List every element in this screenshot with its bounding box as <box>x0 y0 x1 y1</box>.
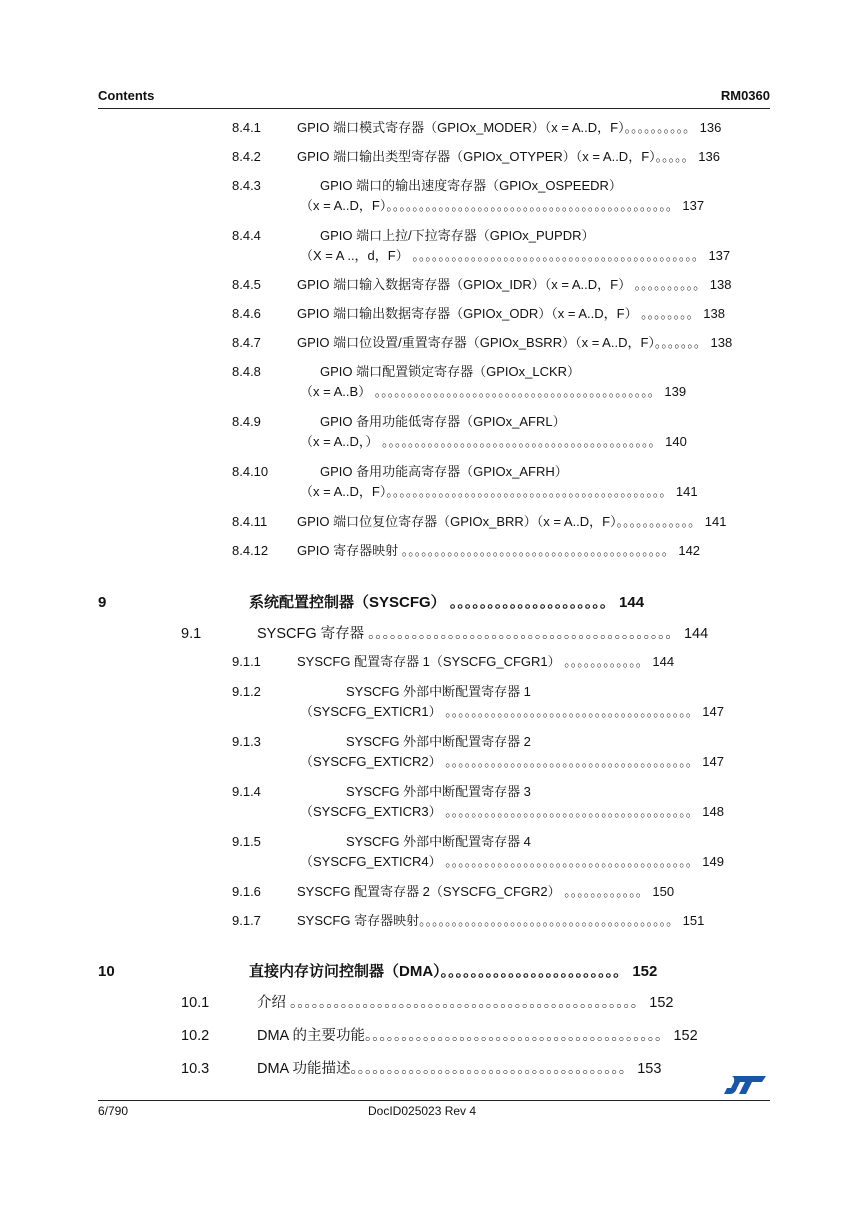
toc-entry-title: （x = A..D，） 。。。。。。。。。。。。。。。。。。。。。。。。。。。。。。。。。。。。。。。。。。 140 <box>300 434 687 449</box>
toc-entry-title: （X = A ..，d，F） 。。。。。。。。。。。。。。。。。。。。。。。。。。。。。。。。。。。。。。。。。。。。 137 <box>300 248 731 263</box>
toc-entry-title: 直接内存访问控制器（DMA）。。。。。。。。。。。。。。。。。。。。。。。。 152 <box>249 963 658 980</box>
doc-id: DocID025023 Rev 4 <box>368 1104 477 1118</box>
toc-entry-title: SYSCFG 外部中断配置寄存器 4 <box>346 834 531 849</box>
toc-entry-number: 8.4.8 <box>232 364 261 379</box>
toc-entry-number: 10.2 <box>181 1028 210 1044</box>
toc-entry-title: SYSCFG 外部中断配置寄存器 2 <box>346 734 531 749</box>
toc-entry-title: SYSCFG 寄存器 。。。。。。。。。。。。。。。。。。。。。。。。。。。。。。。。。。。。。。。。。。 144 <box>257 626 709 642</box>
toc-entry-title: GPIO 端口位复位寄存器（GPIOx_BRR）（x = A..D，F）。。。。。。。。。。。。 141 <box>297 514 727 529</box>
toc-entry-number: 8.4.2 <box>232 149 261 164</box>
toc-entry-title: DMA 功能描述。。。。。。。。。。。。。。。。。。。。。。。。。。。。。。。。。。。。。。 153 <box>257 1061 662 1077</box>
toc-entry-number: 9.1.4 <box>232 784 261 799</box>
toc-entry-title: GPIO 端口配置锁定寄存器（GPIOx_LCKR） <box>320 364 581 379</box>
st-logo-icon <box>722 1074 768 1096</box>
toc-entry-title: GPIO 备用功能低寄存器（GPIOx_AFRL） <box>320 414 566 429</box>
toc-entry-number: 8.4.5 <box>232 277 261 292</box>
toc-entry-title: SYSCFG 外部中断配置寄存器 3 <box>346 784 531 799</box>
toc-entry-title: GPIO 端口模式寄存器（GPIOx_MODER）（x = A..D，F）。。。。。。。。。。 136 <box>297 120 722 135</box>
toc-entry-number: 9.1 <box>181 626 202 642</box>
toc-entry-number: 9.1.3 <box>232 734 261 749</box>
toc-entry-title: （x = A..D，F）。。。。。。。。。。。。。。。。。。。。。。。。。。。。。。。。。。。。。。。。。。。 141 <box>300 484 698 499</box>
toc-entry-title: （SYSCFG_EXTICR2） 。。。。。。。。。。。。。。。。。。。。。。。。。。。。。。。。。。。。。。 147 <box>300 754 724 769</box>
toc-entry-title: 系统配置控制器（SYSCFG） 。。。。。。。。。。。。。。。。。。。。。 144 <box>249 594 645 611</box>
toc-entry-title: GPIO 端口输出类型寄存器（GPIOx_OTYPER）（x = A..D，F）。。。。。 136 <box>297 149 720 164</box>
page-number: 6/790 <box>98 1104 129 1118</box>
toc-entry-title: GPIO 端口的输出速度寄存器（GPIOx_OSPEEDR） <box>320 178 622 193</box>
toc-entry-title: （x = A..B） 。。。。。。。。。。。。。。。。。。。。。。。。。。。。。。。。。。。。。。。。。。。 139 <box>300 384 687 399</box>
toc-entry-number: 9.1.5 <box>232 834 261 849</box>
toc-entry-title: SYSCFG 外部中断配置寄存器 1 <box>346 684 531 699</box>
toc-entry-number: 9.1.6 <box>232 884 261 899</box>
header-doc-code: RM0360 <box>720 88 770 103</box>
toc-entry-number: 8.4.6 <box>232 306 261 321</box>
toc-entry-number: 9.1.2 <box>232 684 261 699</box>
toc-entry-title: （SYSCFG_EXTICR3） 。。。。。。。。。。。。。。。。。。。。。。。。。。。。。。。。。。。。。。 148 <box>300 804 724 819</box>
toc-entry-title: SYSCFG 寄存器映射。。。。。。。。。。。。。。。。。。。。。。。。。。。。。。。。。。。。。。。 151 <box>297 913 705 928</box>
toc-entry-title: GPIO 端口上拉/下拉寄存器（GPIOx_PUPDR） <box>320 228 595 243</box>
toc-entry-number: 8.4.11 <box>232 514 268 529</box>
toc-entry-title: DMA 的主要功能。。。。。。。。。。。。。。。。。。。。。。。。。。。。。。。。。。。。。。。。。 152 <box>257 1028 698 1044</box>
header-section: Contents <box>98 88 155 103</box>
toc-entry-title: GPIO 备用功能高寄存器（GPIOx_AFRH） <box>320 464 568 479</box>
toc-entry-title: GPIO 端口位设置/重置寄存器（GPIOx_BSRR）（x = A..D，F）。。。。。。。 138 <box>297 335 733 350</box>
toc-entry-title: GPIO 寄存器映射 。。。。。。。。。。。。。。。。。。。。。。。。。。。。。。。。。。。。。。。。。 142 <box>297 543 701 558</box>
toc-entry-title: （SYSCFG_EXTICR1） 。。。。。。。。。。。。。。。。。。。。。。。。。。。。。。。。。。。。。。 147 <box>300 704 724 719</box>
toc-entry-number: 10.3 <box>181 1061 210 1077</box>
toc-entry-number: 9 <box>98 594 107 611</box>
toc-entry-number: 8.4.4 <box>232 228 261 243</box>
toc-entry-title: SYSCFG 配置寄存器 2（SYSCFG_CFGR2） 。。。。。。。。。。。。 150 <box>297 884 675 899</box>
toc-entry-title: SYSCFG 配置寄存器 1（SYSCFG_CFGR1） 。。。。。。。。。。。。 144 <box>297 654 675 669</box>
toc-entry-number: 10 <box>98 963 115 980</box>
toc-entry-title: GPIO 端口输出数据寄存器（GPIOx_ODR）（x = A..D，F） 。。。。。。。。 138 <box>297 306 725 321</box>
footer-rule <box>98 1100 770 1101</box>
toc-entry-number: 8.4.7 <box>232 335 261 350</box>
toc-entry-number: 9.1.7 <box>232 913 261 928</box>
toc-entry-title: （x = A..D，F）。。。。。。。。。。。。。。。。。。。。。。。。。。。。。。。。。。。。。。。。。。。。 137 <box>300 198 705 213</box>
toc-entry-number: 9.1.1 <box>232 654 261 669</box>
toc-entry-title: GPIO 端口输入数据寄存器（GPIOx_IDR）（x = A..D，F） 。。。。。。。。。。 138 <box>297 277 732 292</box>
toc-entry-number: 8.4.10 <box>232 464 269 479</box>
toc-entry-number: 8.4.9 <box>232 414 261 429</box>
toc-entry-number: 8.4.12 <box>232 543 269 558</box>
toc-entry-title: （SYSCFG_EXTICR4） 。。。。。。。。。。。。。。。。。。。。。。。。。。。。。。。。。。。。。。 149 <box>300 854 724 869</box>
toc-entry-title: 介绍 。。。。。。。。。。。。。。。。。。。。。。。。。。。。。。。。。。。。。。。。。。。。。。。。 152 <box>257 995 674 1011</box>
toc-entry-number: 8.4.1 <box>232 120 261 135</box>
toc-entry-number: 10.1 <box>181 995 210 1011</box>
toc-entry-number: 8.4.3 <box>232 178 261 193</box>
